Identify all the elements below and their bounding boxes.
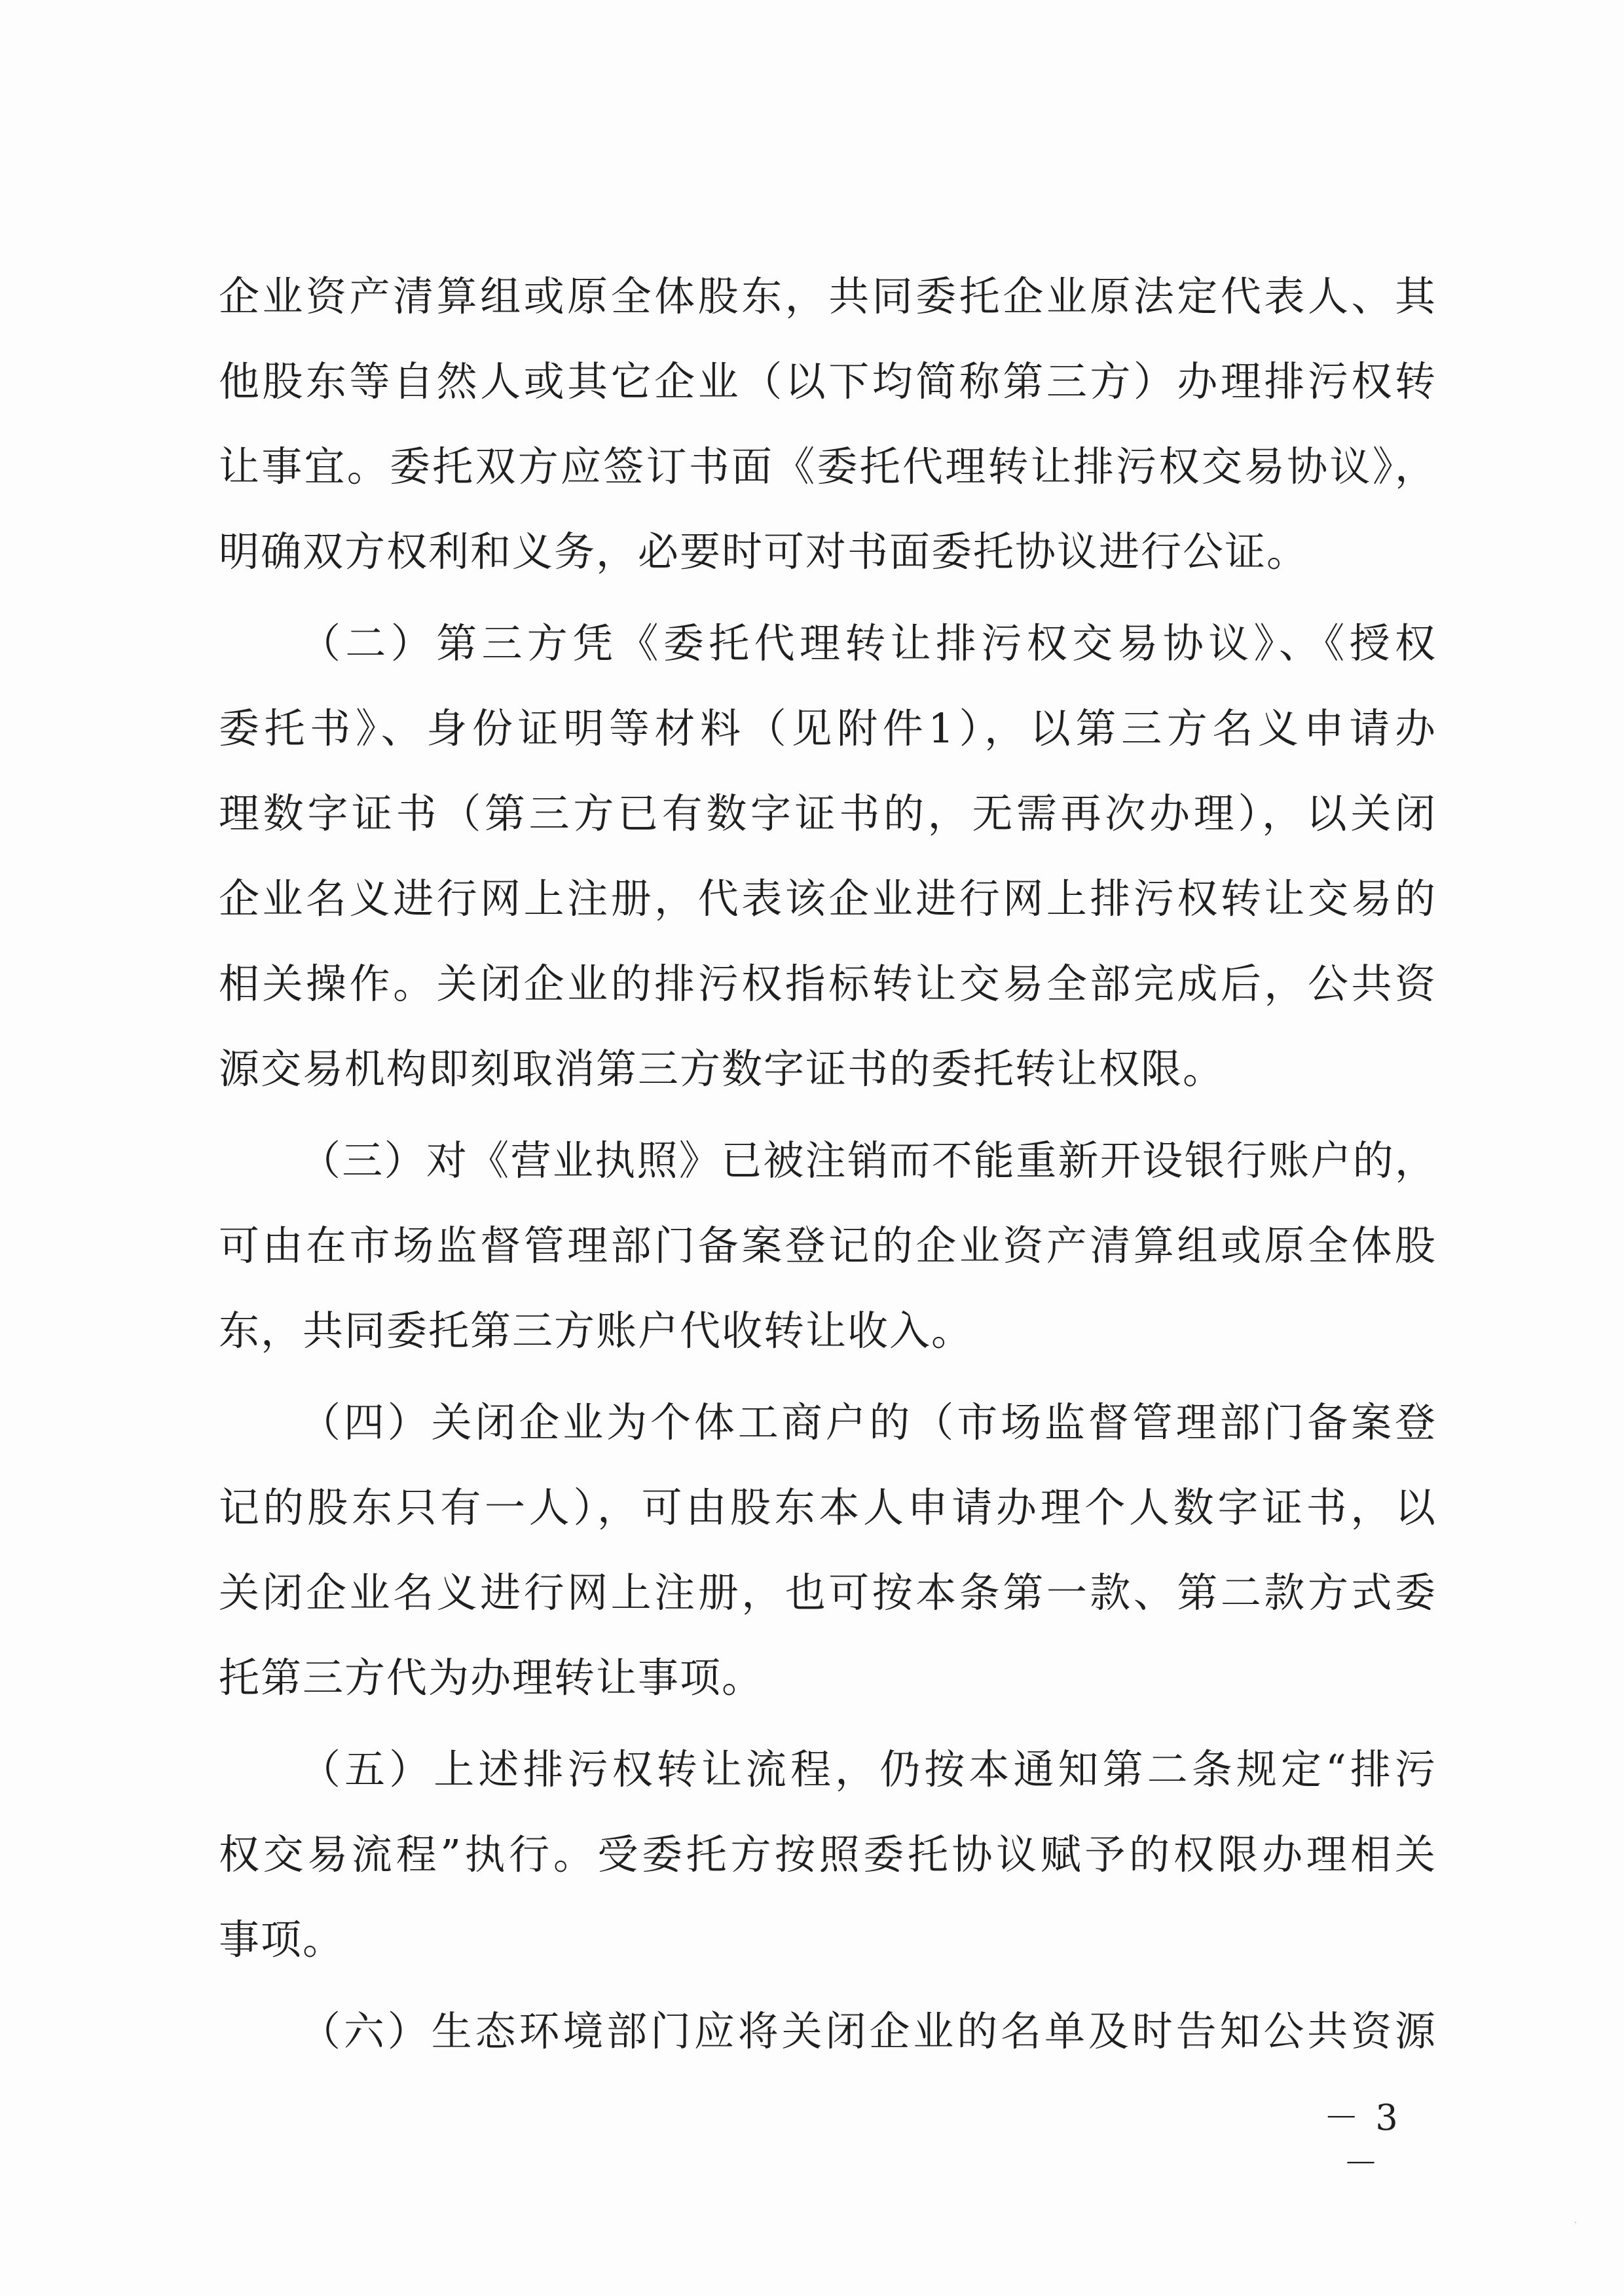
page-number: － 3 － bbox=[1323, 2097, 1401, 2184]
text-line: 源交易机构即刻取消第三方数字证书的委托转让权限。 bbox=[219, 1045, 1225, 1093]
text-line: 理数字证书（第三方已有数字证书的，无需再次办理），以关闭 bbox=[219, 790, 1437, 837]
scan-edge-mark: · bbox=[1574, 2218, 1577, 2227]
text-line: 企业资产清算组或原全体股东，共同委托企业原法定代表人、其 bbox=[219, 272, 1437, 320]
paragraph-5-first-line: （五）上述排污权转让流程，仍按本通知第二条规定“排污 bbox=[300, 1745, 1437, 1793]
text-line: 关闭企业名义进行网上注册，也可按本条第一款、第二款方式委 bbox=[219, 1569, 1437, 1616]
paragraph-3-first-line: （三）对《营业执照》已被注销而不能重新开设银行账户的， bbox=[300, 1137, 1437, 1184]
text-line: 他股东等自然人或其它企业（以下均简称第三方）办理排污权转 bbox=[219, 357, 1437, 405]
text-line: 委托书》、身份证明等材料（见附件1），以第三方名义申请办 bbox=[219, 704, 1437, 752]
text-line: 权交易流程”执行。受委托方按照委托协议赋予的权限办理相关 bbox=[219, 1831, 1437, 1878]
paragraph-6-first-line: （六）生态环境部门应将关闭企业的名单及时告知公共资源 bbox=[300, 2007, 1437, 2055]
text-line: 相关操作。关闭企业的排污权指标转让交易全部完成后，公共资 bbox=[219, 960, 1437, 1008]
paragraph-4-first-line: （四）关闭企业为个体工商户的（市场监督管理部门备案登 bbox=[300, 1398, 1437, 1446]
text-line: 托第三方代为办理转让事项。 bbox=[219, 1654, 764, 1702]
text-line: 记的股东只有一人），可由股东本人申请办理个人数字证书，以 bbox=[219, 1484, 1437, 1531]
text-line: 让事宜。委托双方应签订书面《委托代理转让排污权交易协议》， bbox=[219, 443, 1437, 490]
text-line: 明确双方权利和义务，必要时可对书面委托协议进行公证。 bbox=[219, 528, 1309, 575]
text-line: 东，共同委托第三方账户代收转让收入。 bbox=[219, 1307, 974, 1355]
text-line: 事项。 bbox=[219, 1916, 345, 1963]
text-line: 可由在市场监督管理部门备案登记的企业资产清算组或原全体股 bbox=[219, 1222, 1437, 1269]
document-body bbox=[219, 254, 1437, 2074]
text-line: 企业名义进行网上注册，代表该企业进行网上排污权转让交易的 bbox=[219, 875, 1437, 922]
paragraph-2-first-line: （二）第三方凭《委托代理转让排污权交易协议》、《授权 bbox=[300, 619, 1437, 667]
